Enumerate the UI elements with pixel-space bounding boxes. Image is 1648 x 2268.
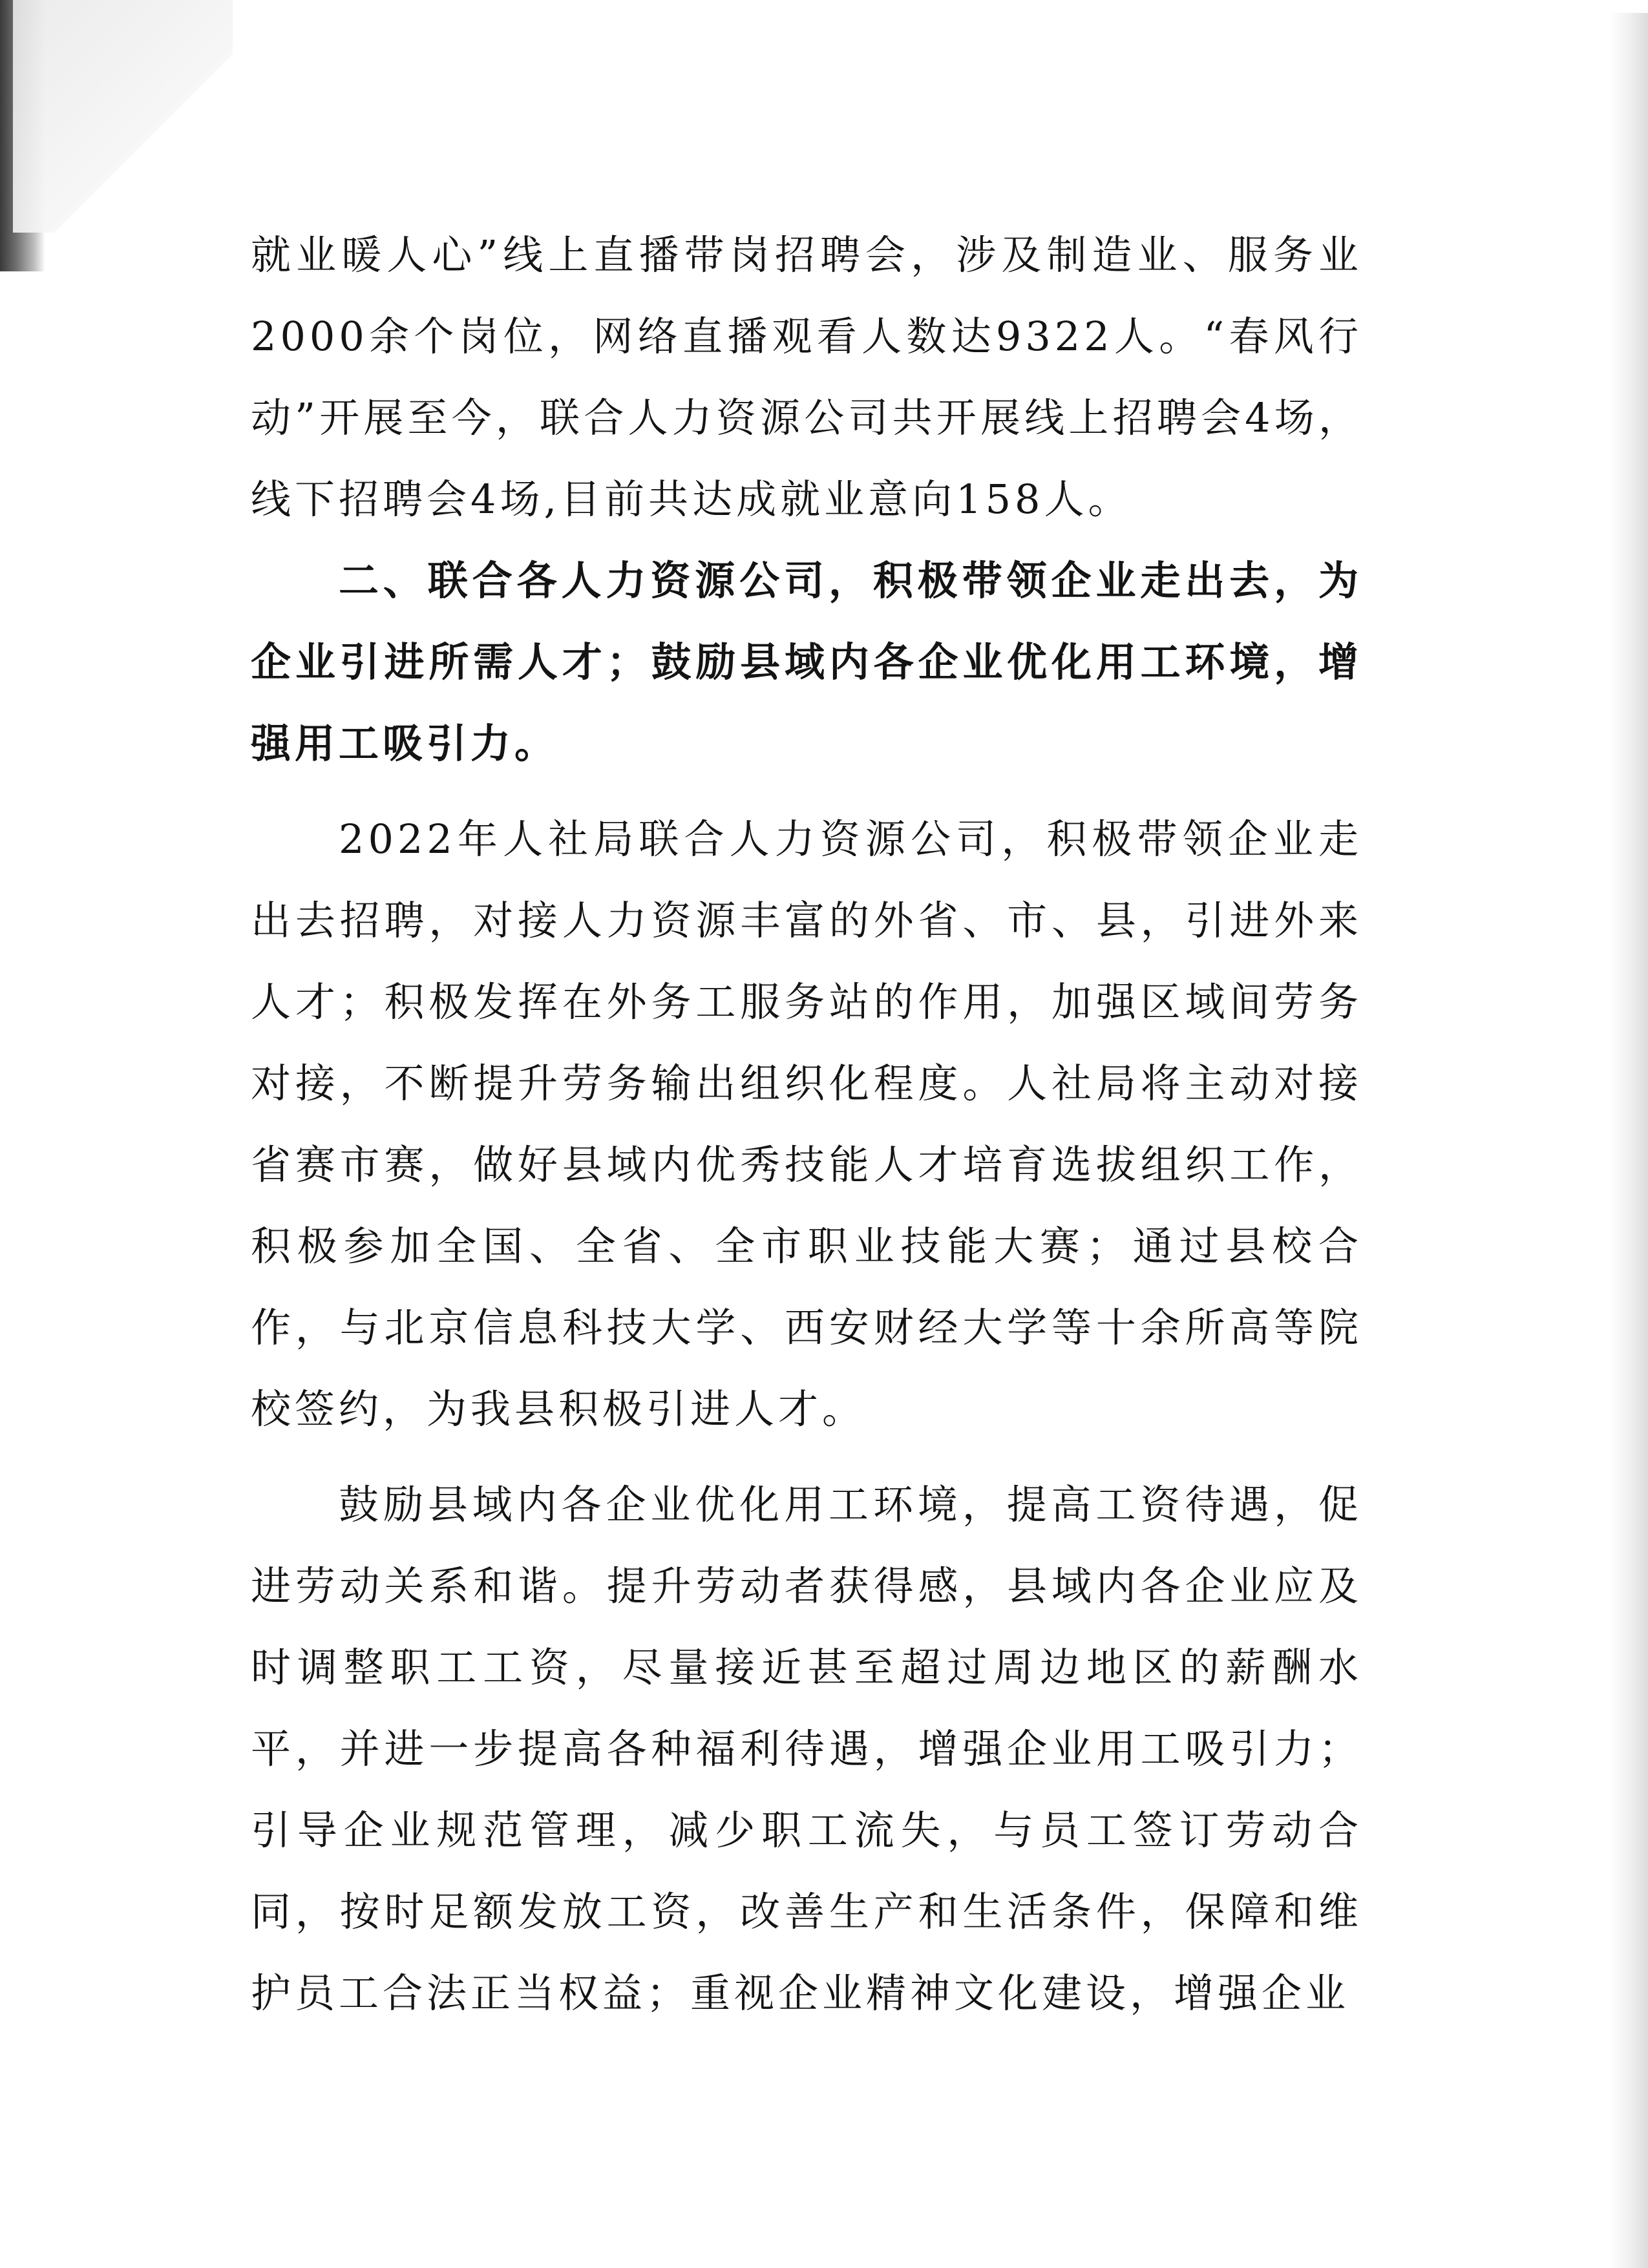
document-body	[251, 215, 1362, 2034]
paragraph-work-environment: 鼓励县域内各企业优化用工环境，提高工资待遇，促进劳动关系和谐。提升劳动者获得感，县域内各企业应及时调整职工工资，尽量接近甚至超过周边地区的薪酬水平，并进一步提高各种福利待遇，增强企业用工吸引力；引导企业规范管理，减少职工流失，与员工签订劳动合同，按时足额发放工资，改善生产和生活条件，保障和维护员工合法正当权益；重视企业精神文化建设，增强企业	[251, 1481, 1362, 2017]
paragraph-continuation: 就业暖人心”线上直播带岗招聘会，涉及制造业、服务业2000余个岗位，网络直播观看人数达9322人。“春风行动”开展至今，联合人力资源公司共开展线上招聘会4场，线下招聘会4场,目前共达成就业意向158人。	[251, 231, 1362, 523]
section-heading: 二、联合各人力资源公司，积极带领企业走出去，为企业引进所需人才；鼓励县域内各企业优化用工环境，增强用工吸引力。	[251, 557, 1362, 767]
scan-shadow-right	[1609, 13, 1648, 2268]
paragraph-talent-recruitment: 2022年人社局联合人力资源公司，积极带领企业走出去招聘，对接人力资源丰富的外省、市、县，引进外来人才；积极发挥在外务工服务站的作用，加强区域间劳务对接，不断提升劳务输出组织化程度。人社局将主动对接省赛市赛，做好县域内优秀技能人才培育选拔组织工作，积极参加全国、全省、全市职业技能大赛；通过县校合作，与北京信息科技大学、西安财经大学等十余所高等院校签约，为我县积极引进人才。	[251, 815, 1362, 1433]
scan-page-fold	[13, 0, 233, 233]
